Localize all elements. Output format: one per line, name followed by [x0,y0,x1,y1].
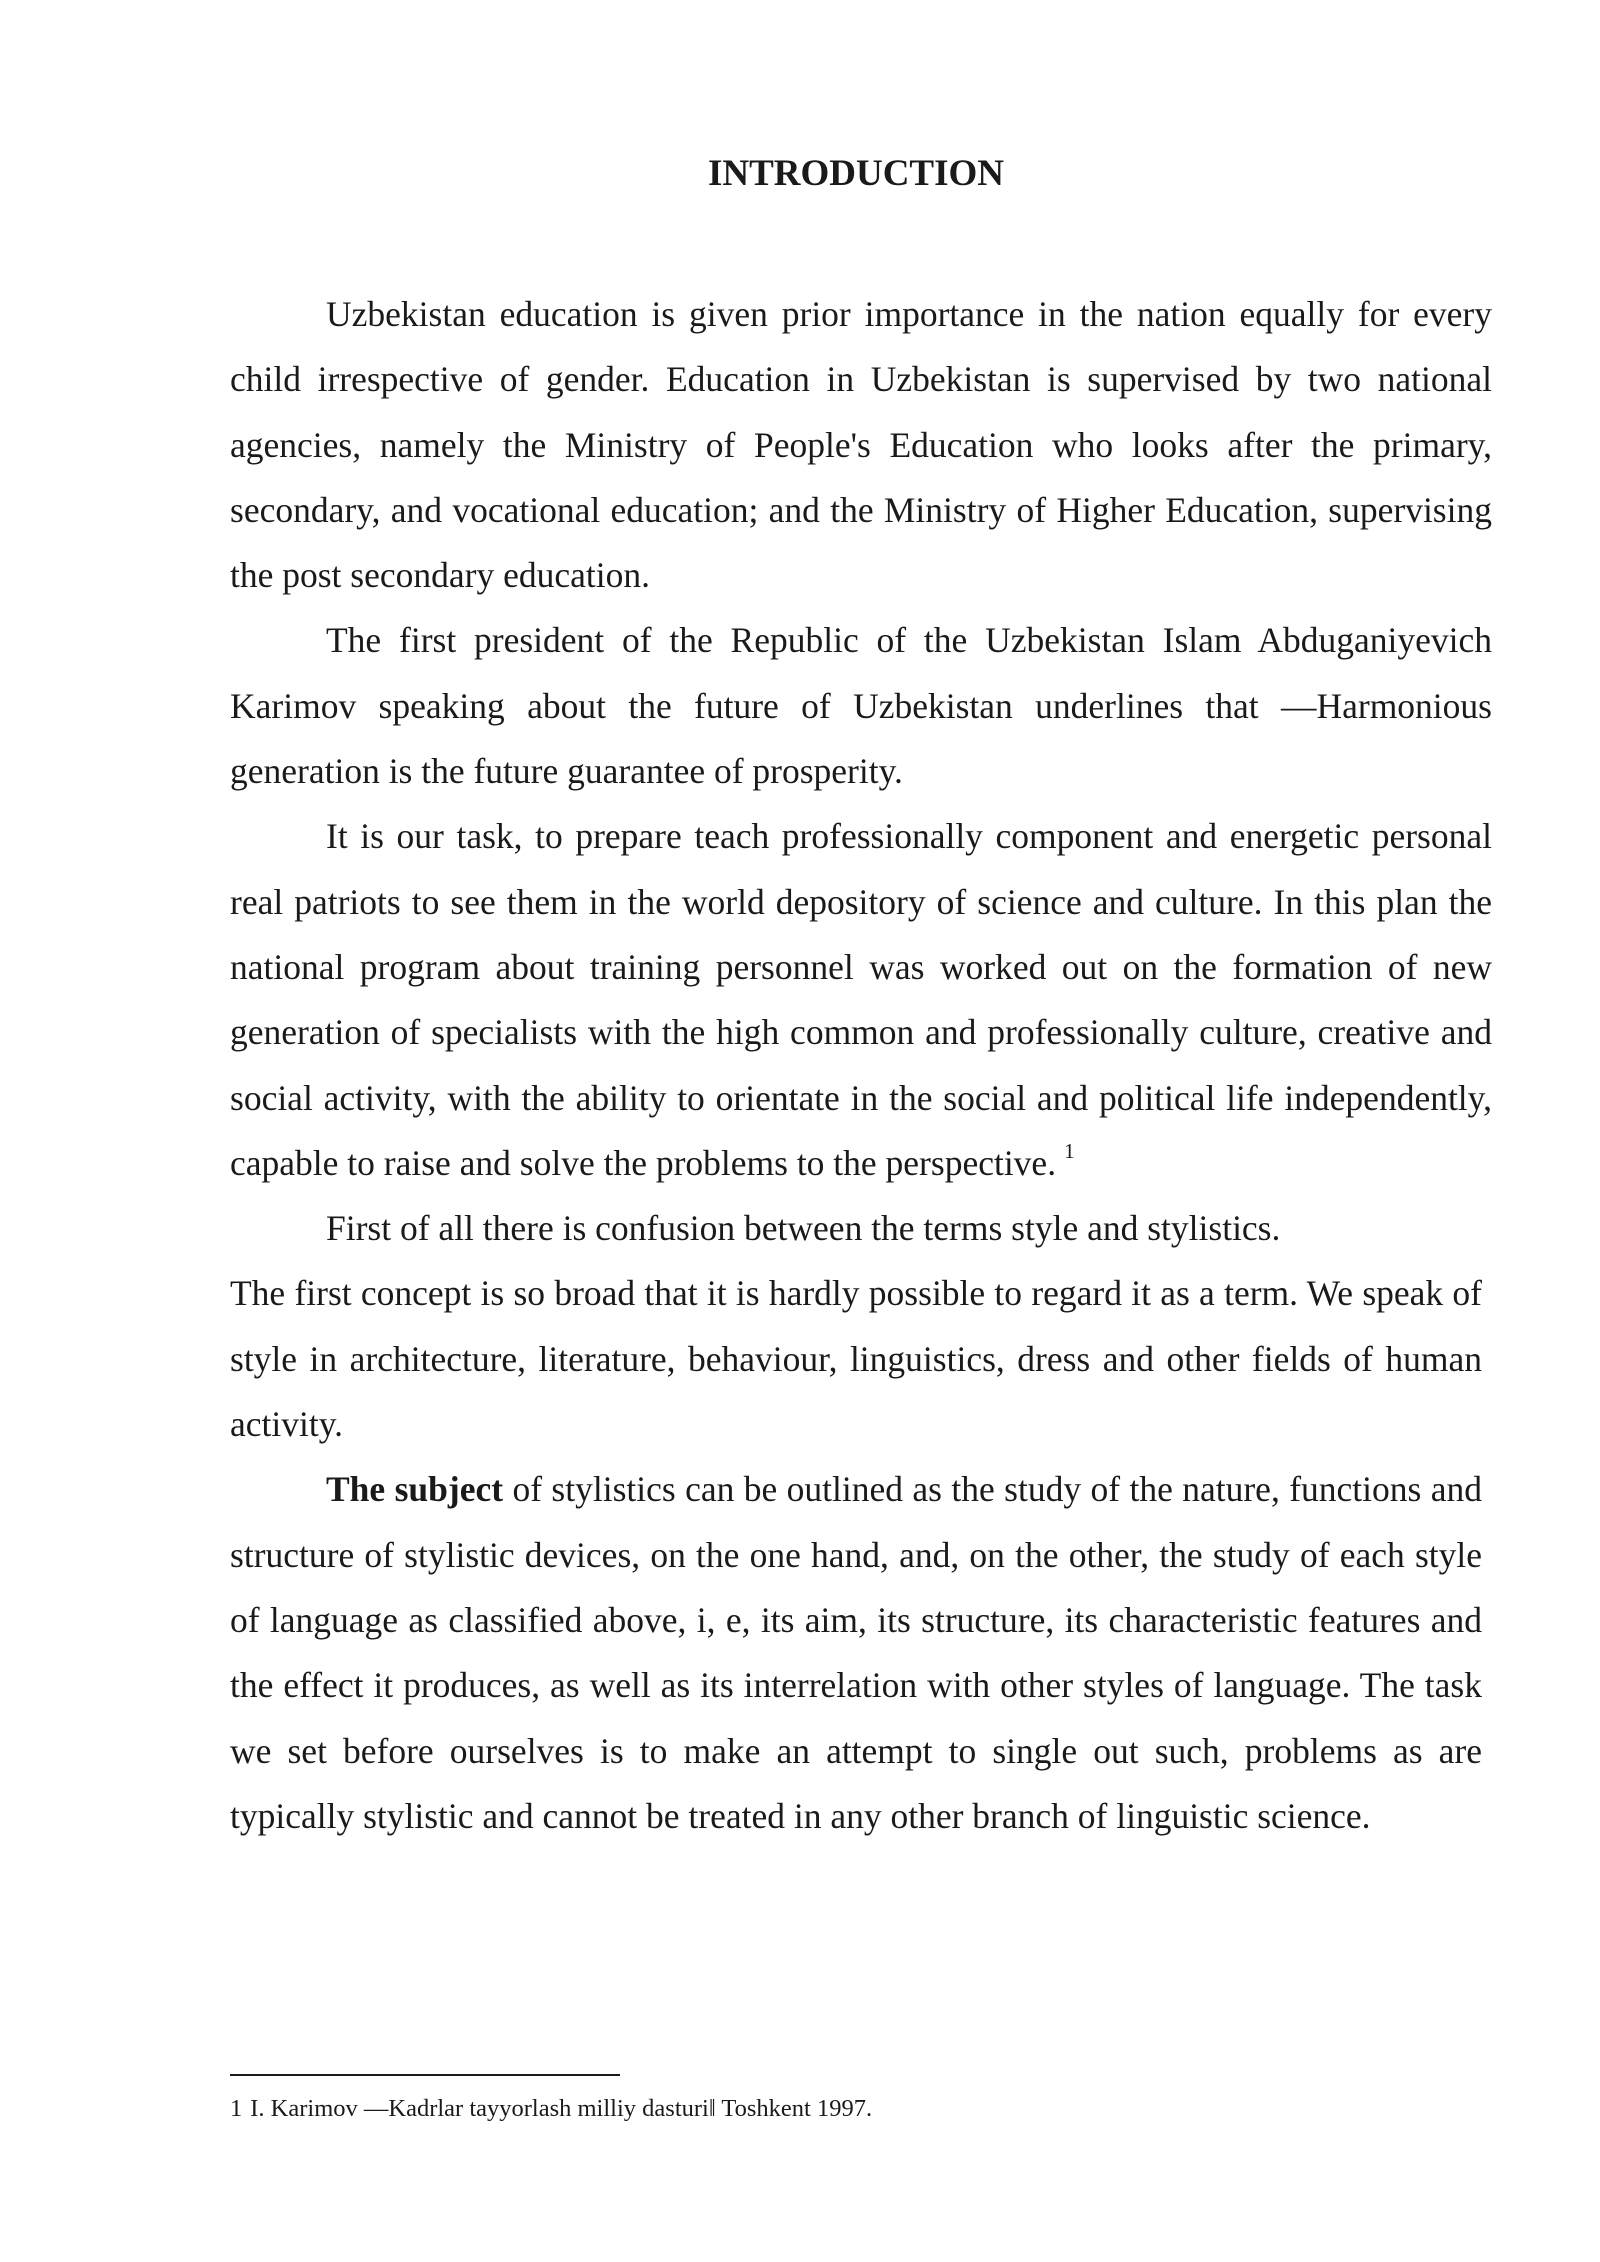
paragraph-education-overview [230,282,1492,608]
page-title: INTRODUCTION [707,153,1005,194]
footnote [230,2094,872,2124]
paragraph-text: The first president of the Republic of the Uzbekistan Islam Abduganiyevich Karimov speaking about the future of Uzbekistan underlines that —Harmonious generation is the future guarantee of prosperity. [230,620,1492,792]
title-container [0,152,1600,196]
paragraph-text: The first concept is so broad that it is hardly possible to regard it as a term. We speak of style in architecture, literature, behaviour, linguistics, dress and other fields of human activity. [230,1273,1482,1445]
footnote-text: I. Karimov —Kadrlar tayyorlash milliy dasturi‖ Toshkent 1997. [250,2095,873,2122]
paragraph-subject-of-stylistics [230,1457,1482,1849]
paragraph-style-concept [230,1261,1482,1457]
paragraph-president-quote [230,608,1492,804]
footnote-separator [230,2074,620,2076]
paragraph-text: of stylistics can be outlined as the study of the nature, functions and structure of stylistic devices, on the one hand, and, on the other, the study of each style of language as classified above, i, e, its aim, its structure, its characteristic features and the effect it produces, as well as its interrelation with other styles of language. The task we set before ourselves is to make an attempt to single out such, problems as are typically stylistic and cannot be treated in any other branch of linguistic science. [230,1469,1482,1836]
paragraph-text: First of all there is confusion between the terms style and stylistics. [326,1208,1281,1249]
footnote-number: 1 [230,2095,243,2122]
paragraph-text: Uzbekistan education is given prior importance in the nation equally for every child irrespective of gender. Education in Uzbekistan is supervised by two national agencies, namely the Ministry of People's Education who looks after the primary, secondary, and vocational education; and the Ministry of Higher Education, supervising the post secondary education. [230,294,1492,596]
document-body [230,282,1492,1849]
paragraph-style-confusion [230,1196,1492,1261]
paragraph-text: It is our task, to prepare teach professionally component and energetic personal real patriots to see them in the world depository of science and culture. In this plan the national program about training personnel was worked out on the formation of new generation of specialists with the high common and professionally culture, creative and social activity, with the ability to orientate in the social and political life independently, capable to raise and solve the problems to the perspective. [230,816,1492,1183]
footnote-reference: 1 [1064,1139,1075,1164]
paragraph-national-program [230,804,1492,1196]
bold-term: The subject [326,1469,504,1510]
